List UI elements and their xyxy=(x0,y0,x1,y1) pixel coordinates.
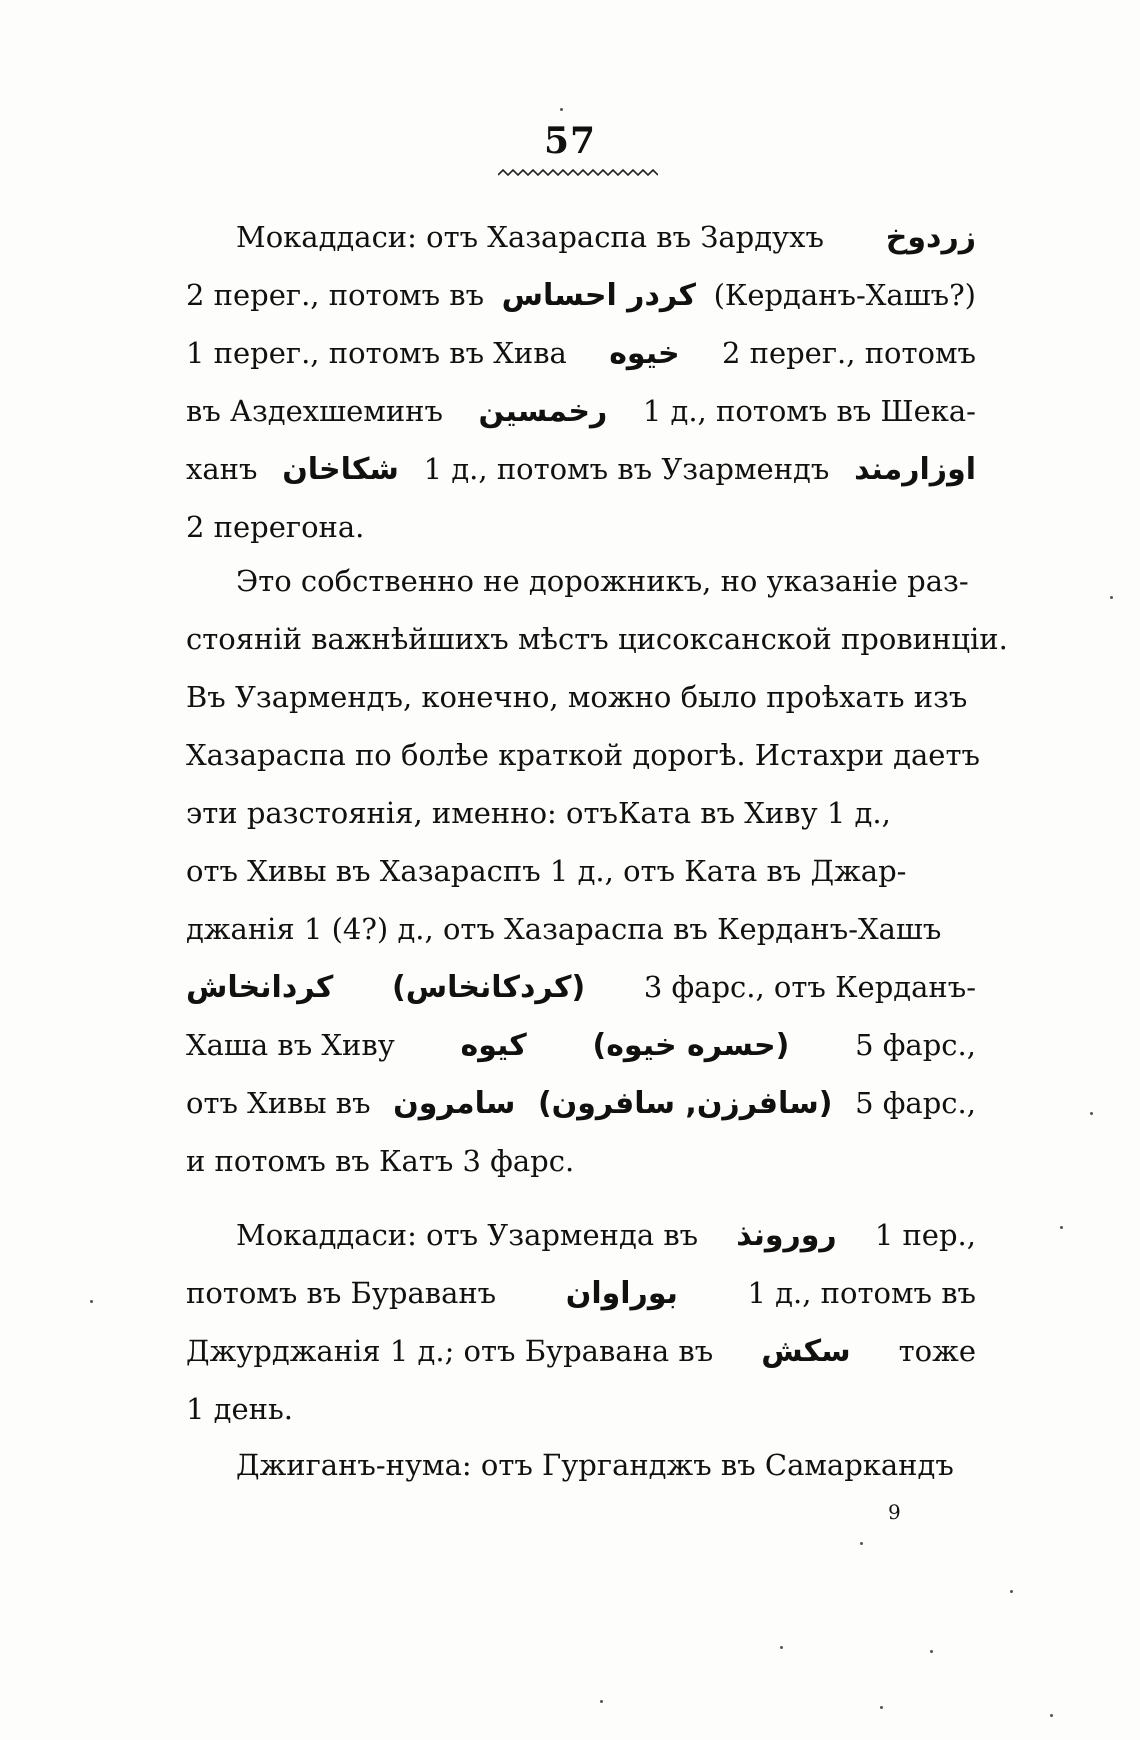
text-segment: стояній важнѣйшихъ мѣстъ цисоксанской провинціи. xyxy=(186,622,1008,656)
paragraph-commentary xyxy=(186,552,1008,1190)
text-segment: Мокаддаси: отъ Хазараспа въ Зардухъ xyxy=(236,220,824,254)
text-segment: джанія 1 (4?) д., отъ Хазараспа въ Керданъ-Хашъ xyxy=(186,912,942,946)
arabic-placename: کیوه xyxy=(460,1028,527,1063)
arabic-placename: اوزارمند xyxy=(854,452,976,487)
text-segment: Хаша въ Хиву xyxy=(186,1028,395,1062)
text-line xyxy=(186,382,976,440)
scan-speck xyxy=(1110,596,1113,599)
text-segment: 5 фарс., xyxy=(855,1086,976,1120)
text-line xyxy=(186,1016,976,1074)
text-line xyxy=(186,842,976,900)
arabic-placename: (سافرزن, سافرون) xyxy=(537,1086,833,1121)
text-line xyxy=(186,1264,976,1322)
text-segment: Мокаддаси: отъ Узарменда въ xyxy=(236,1218,699,1252)
arabic-placename: بوراوان xyxy=(565,1276,678,1311)
text-line xyxy=(186,1132,976,1190)
arabic-placename: خیوه xyxy=(609,336,680,371)
text-segment: Въ Узармендъ, конечно, можно было проѣхать изъ xyxy=(186,680,968,714)
text-line xyxy=(186,900,976,958)
text-segment: 3 фарс., отъ Керданъ- xyxy=(643,970,976,1004)
signature-mark: 9 xyxy=(888,1500,901,1524)
scan-speck xyxy=(780,1646,783,1649)
text-segment: Джурджанія 1 д.; отъ Буравана въ xyxy=(186,1334,714,1368)
arabic-placename: سامرون xyxy=(393,1086,516,1121)
text-line xyxy=(186,1074,976,1132)
text-line xyxy=(186,958,976,1016)
scan-speck xyxy=(90,1300,93,1303)
text-segment: 1 пер., xyxy=(874,1218,976,1252)
text-segment: 1 день. xyxy=(186,1392,294,1426)
text-segment: 1 перег., потомъ въ Хива xyxy=(186,336,567,370)
arabic-placename: رورونذ xyxy=(736,1218,837,1253)
arabic-placename: سکش xyxy=(761,1334,851,1369)
text-line xyxy=(186,1206,976,1264)
scan-speck xyxy=(1060,1226,1063,1229)
text-segment: 2 перег., потомъ въ xyxy=(186,278,485,312)
arabic-placename: کردانخاش xyxy=(186,970,334,1005)
arabic-placename: (حسره خیوه) xyxy=(592,1028,790,1063)
scan-speck xyxy=(600,1700,603,1703)
text-line xyxy=(186,498,976,556)
scan-speck xyxy=(1050,1714,1053,1717)
text-segment: Это собственно не дорожникъ, но указаніе раз- xyxy=(236,564,969,598)
arabic-placename: (کردکانخاس) xyxy=(391,970,586,1005)
text-segment: 2 перегона. xyxy=(186,510,365,544)
paragraph-jihan-numa xyxy=(186,1436,976,1494)
text-segment: 1 д., потомъ въ Шека- xyxy=(642,394,976,428)
text-segment: отъ Хивы въ Хазараспъ 1 д., отъ Ката въ Джар- xyxy=(186,854,907,888)
scan-speck xyxy=(860,1542,863,1545)
scan-speck xyxy=(930,1650,933,1653)
text-segment: 2 перег., потомъ xyxy=(721,336,976,370)
text-segment: отъ Хивы въ xyxy=(186,1086,371,1120)
text-segment: въ Аздехшеминъ xyxy=(186,394,443,428)
text-line xyxy=(186,1322,976,1380)
text-segment: и потомъ въ Катъ 3 фарс. xyxy=(186,1144,575,1178)
text-segment: 1 д., потомъ въ xyxy=(747,1276,976,1310)
text-line xyxy=(186,440,976,498)
wavy-rule-ornament xyxy=(498,166,658,180)
text-segment: 1 д., потомъ въ Узармендъ xyxy=(423,452,830,486)
text-line xyxy=(186,610,1008,668)
scan-speck xyxy=(1090,1112,1093,1115)
text-line xyxy=(186,266,976,324)
text-segment: Джиганъ-нума: отъ Гурганджъ въ Самаркандъ xyxy=(236,1448,954,1482)
text-segment: ханъ xyxy=(186,452,258,486)
arabic-placename: رخمسین xyxy=(478,394,608,429)
scan-speck xyxy=(560,108,563,111)
text-line xyxy=(186,1380,976,1438)
text-segment: эти разстоянія, именно: отъКата въ Хиву 1 д., xyxy=(186,796,891,830)
text-line xyxy=(186,208,976,266)
text-line xyxy=(186,1436,976,1494)
text-segment: потомъ въ Бураванъ xyxy=(186,1276,497,1310)
text-segment: 5 фарс., xyxy=(855,1028,976,1062)
text-line xyxy=(186,784,976,842)
arabic-placename: زردوخ xyxy=(885,220,976,255)
arabic-placename: شکاخان xyxy=(282,452,399,487)
paragraph-mokaddasi-2 xyxy=(186,1206,976,1438)
text-line xyxy=(186,726,980,784)
text-segment: (Керданъ-Хашъ?) xyxy=(713,278,976,312)
scan-speck xyxy=(1010,1590,1013,1593)
text-line xyxy=(186,324,976,382)
text-segment: тоже xyxy=(898,1334,976,1368)
text-segment: Хазараспа по болѣе краткой дорогѣ. Истахри даетъ xyxy=(186,738,980,772)
arabic-placename: کردر احساس xyxy=(501,278,696,313)
paragraph-mokaddasi-1 xyxy=(186,208,976,556)
scan-speck xyxy=(880,1706,883,1709)
text-line xyxy=(186,668,976,726)
text-line xyxy=(186,552,976,610)
page-number: 57 xyxy=(543,120,597,162)
